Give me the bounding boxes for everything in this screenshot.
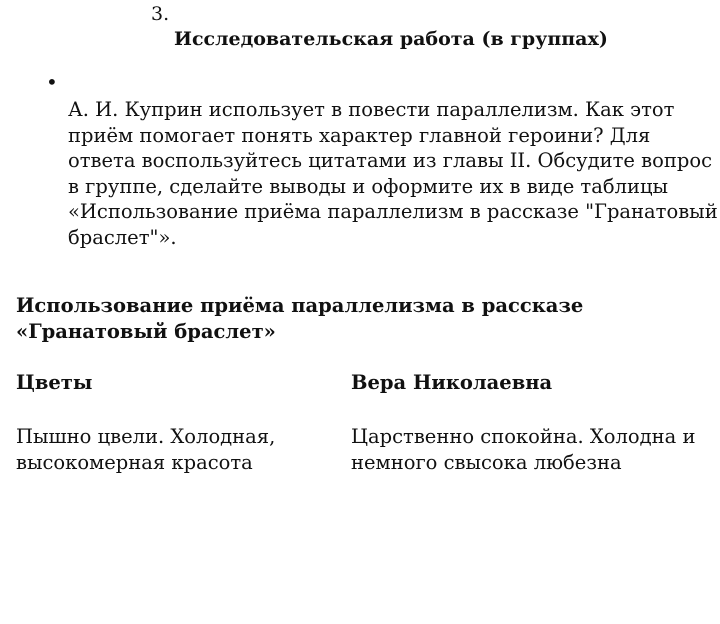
task-paragraph: А. И. Куприн использует в повести параллелизм. Как этот приём помогает понять характер главной героини? Для ответа воспользуйтесь цитатами из главы II. Обсудите вопрос в группе, сделайте выводы и оформите их в виде таблицы «Использование приёма параллелизм в рассказе "Гранатовый браслет"». — [68, 98, 718, 249]
section-heading: Исследовательская работа (в группах) — [174, 28, 608, 50]
table-cell-flowers: Пышно цвели. Холодная, высокомерная красота — [16, 425, 276, 474]
item-number: 3. — [151, 3, 170, 25]
column-header-vera: Вера Николаевна — [351, 371, 553, 394]
bullet: • — [46, 70, 58, 94]
column-header-flowers: Цветы — [16, 371, 93, 394]
table-title: Использование приёма параллелизма в рассказе «Гранатовый браслет» — [16, 294, 584, 343]
table-cell-vera: Царственно спокойна. Холодна и немного свысока любезна — [351, 425, 696, 474]
